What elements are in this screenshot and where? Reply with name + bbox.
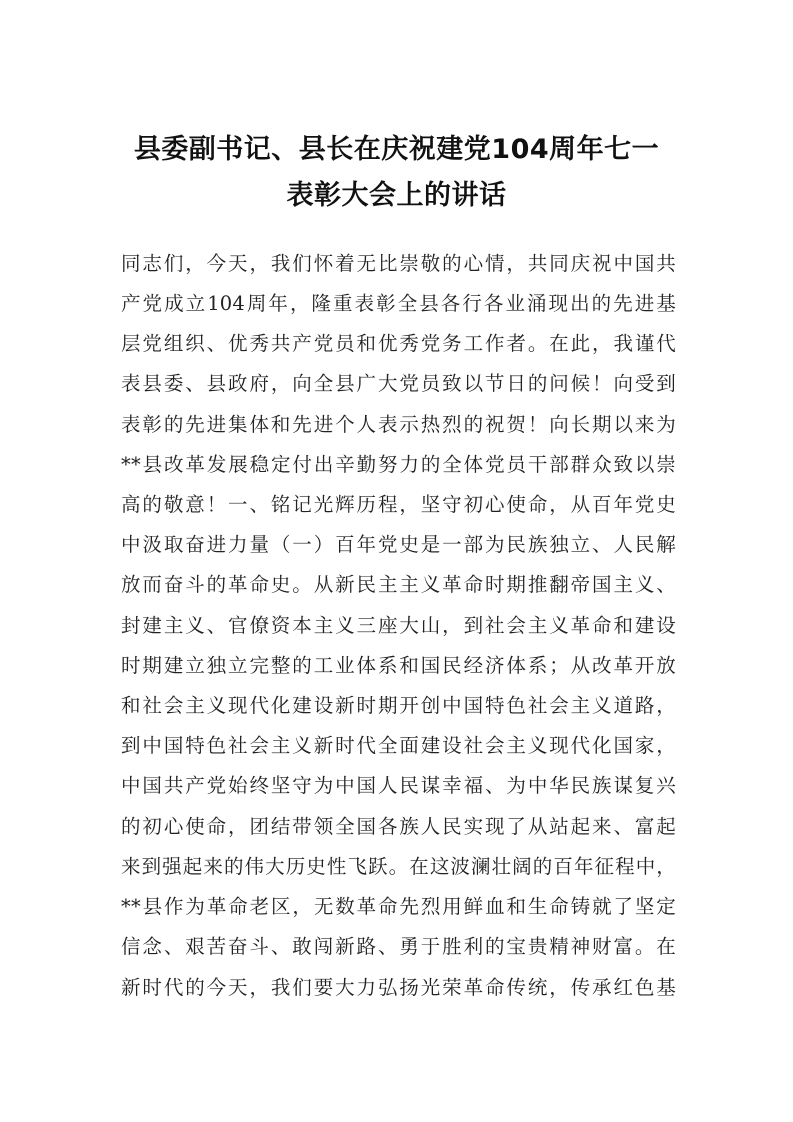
body-text-line: 表彰的先进集体和先进个人表示热烈的祝贺！向长期以来为 bbox=[121, 413, 676, 436]
body-text-line: 层党组织、优秀共产党员和优秀党务工作者。在此，我谨代 bbox=[121, 332, 676, 355]
body-text-line: **县作为革命老区，无数革命先烈用鲜血和生命铸就了坚定 bbox=[121, 895, 676, 918]
body-text-line: **县改革发展稳定付出辛勤努力的全体党员干部群众致以崇 bbox=[121, 453, 676, 476]
body-text-line: 中国共产党始终坚守为中国人民谋幸福、为中华民族谋复兴 bbox=[121, 774, 676, 797]
document-title-line-2: 表彰大会上的讲话 bbox=[286, 180, 507, 211]
document-title-line-1: 县委副书记、县长在庆祝建党104周年七一 bbox=[133, 134, 660, 165]
body-text-line: 新时代的今天，我们要大力弘扬光荣革命传统，传承红色基 bbox=[121, 976, 676, 999]
body-text-line: 到中国特色社会主义新时代全面建设社会主义现代化国家， bbox=[121, 734, 676, 757]
body-text-line: 放而奋斗的革命史。从新民主主义革命时期推翻帝国主义、 bbox=[121, 573, 676, 596]
body-text-line: 同志们，今天，我们怀着无比崇敬的心情，共同庆祝中国共 bbox=[121, 252, 676, 275]
body-text-line: 来到强起来的伟大历史性飞跃。在这波澜壮阔的百年征程中， bbox=[121, 855, 676, 878]
body-text-line: 信念、艰苦奋斗、敢闯新路、勇于胜利的宝贵精神财富。在 bbox=[121, 935, 676, 958]
body-text-line: 的初心使命，团结带领全国各族人民实现了从站起来、富起 bbox=[121, 815, 676, 838]
body-text-line: 和社会主义现代化建设新时期开创中国特色社会主义道路， bbox=[121, 694, 676, 717]
body-text-line: 高的敬意！一、铭记光辉历程，坚守初心使命，从百年党史 bbox=[121, 493, 676, 516]
body-text-line: 时期建立独立完整的工业体系和国民经济体系；从改革开放 bbox=[121, 654, 676, 677]
body-text-line: 表县委、县政府，向全县广大党员致以节日的问候！向受到 bbox=[121, 372, 676, 395]
body-text-line: 中汲取奋进力量（一）百年党史是一部为民族独立、人民解 bbox=[121, 533, 676, 556]
body-text-line: 产党成立104周年，隆重表彰全县各行各业涌现出的先进基 bbox=[121, 292, 676, 315]
body-text-line: 封建主义、官僚资本主义三座大山，到社会主义革命和建设 bbox=[121, 614, 676, 637]
